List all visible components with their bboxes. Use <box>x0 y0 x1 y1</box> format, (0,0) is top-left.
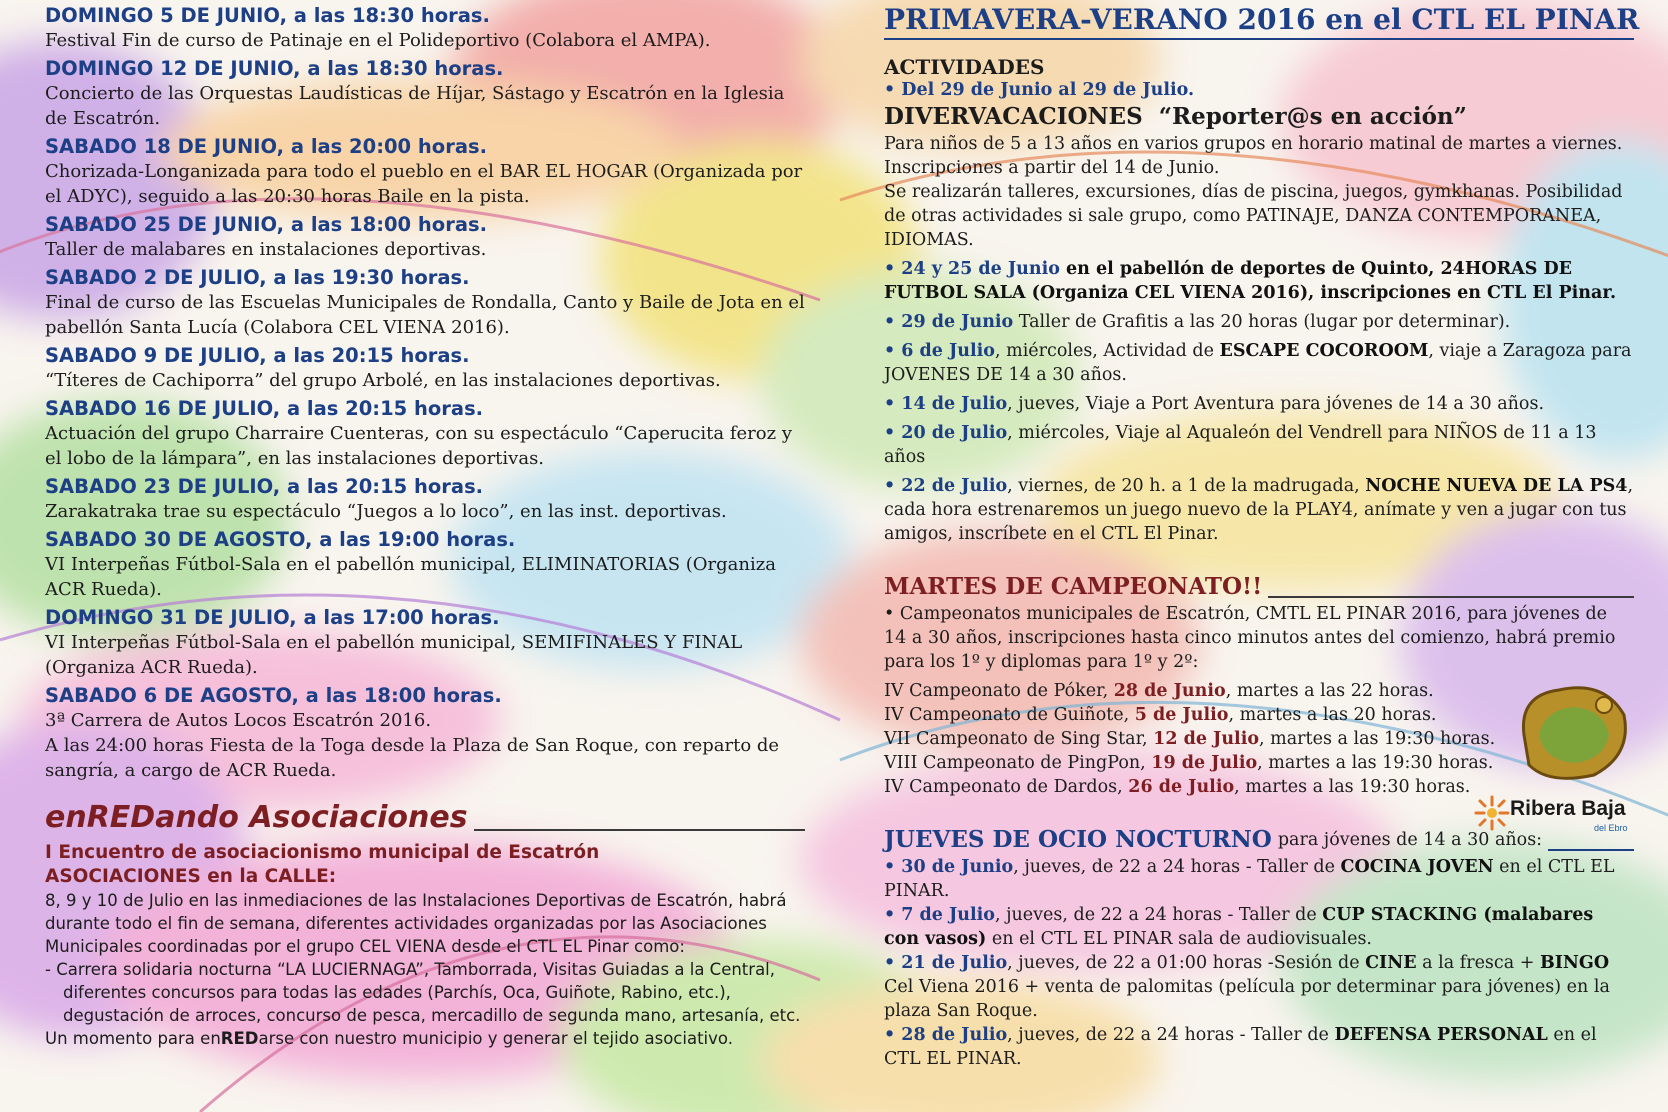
activity-item <box>884 474 1634 546</box>
jueves-date: • 28 de Julio <box>884 1025 1008 1045</box>
event-desc: Final de curso de las Escuelas Municipales de Rondalla, Canto y Baile de Jota en el pabellón Santa Lucía (Colabora CEL VIENA 2016). <box>45 292 805 338</box>
divervacaciones-p2: Se realizarán talleres, excursiones, días de piscina, juegos, gymkhanas. Posibilidad de otras actividades si sale grupo, como PATINAJE, DANZA CONTEMPORANEA, IDIOMAS. <box>884 182 1623 250</box>
jueves-text: , jueves, de 22 a 24 horas - Taller de <box>1013 857 1341 877</box>
jueves-item <box>884 903 1634 951</box>
jueves-text: , jueves, de 22 a 01:00 horas -Sesión de <box>1007 953 1366 973</box>
event-desc: 3ª Carrera de Autos Locos Escatrón 2016. <box>45 710 432 731</box>
event-desc: Zarakatraka trae su espectáculo “Juegos a lo loco”, en las inst. deportivas. <box>45 501 727 522</box>
jueves-suffix: para jóvenes de 14 a 30 años: <box>1277 830 1543 850</box>
page-title: PRIMAVERA-VERANO 2016 en el CTL EL PINAR <box>884 0 1634 40</box>
event-date: SABADO 9 DE JULIO, a las 20:15 horas. <box>45 344 470 367</box>
jueves-date: • 7 de Julio <box>884 905 995 925</box>
enredando-body: 8, 9 y 10 de Julio en las inmediaciones de las Instalaciones Deportivas de Escatrón, habrá durante todo el fin de semana, diferentes actividades organizadas por las Asociaciones Municipales coordinadas por el grupo CEL VIENA desde el CTL EL Pinar como: <box>45 891 787 956</box>
event-extra-desc: A las 24:00 horas Fiesta de la Toga desde la Plaza de San Roque, con reparto de sangría, a cargo de ACR Rueda. <box>45 735 780 781</box>
activity-text-2: , cada hora estrenaremos un juego nuevo de la PLAY4, anímate y ven a jugar con tus amigos, inscríbete en el CTL El Pinar. <box>884 476 1634 544</box>
activity-date: • 29 de Junio <box>884 312 1014 332</box>
enredando-title-text: enREDando Asociaciones <box>45 800 468 835</box>
activity-text-2: , viaje a Zaragoza para JOVENES DE 14 a 30 años. <box>884 341 1632 385</box>
activity-text: Taller de Grafitis a las 20 horas (lugar por determinar). <box>1013 312 1511 332</box>
campeonato-name: VII Campeonato de Sing Star, <box>884 729 1154 749</box>
campeonato-time: , martes a las 19:30 horas. <box>1257 753 1494 773</box>
enredando-subtitle2: ASOCIACIONES en la CALLE: <box>45 866 337 887</box>
event-desc: Concierto de las Orquestas Laudísticas de Híjar, Sástago y Escatrón en la Iglesia de Escatrón. <box>45 83 785 129</box>
activity-date: • 14 de Julio <box>884 394 1008 414</box>
left-column <box>45 0 805 1050</box>
event-date: SABADO 30 DE AGOSTO, a las 19:00 horas. <box>45 528 516 551</box>
actividades-label: ACTIVIDADES <box>884 55 1045 79</box>
event-desc: Festival Fin de curso de Patinaje en el Polideportivo (Colabora el AMPA). <box>45 30 711 51</box>
event-date: SABADO 16 DE JULIO, a las 20:15 horas. <box>45 397 484 420</box>
events-list <box>45 0 805 733</box>
campeonato-time: , martes a las 20 horas. <box>1228 705 1437 725</box>
activity-text: , viernes, de 20 h. a 1 de la madrugada, <box>1007 476 1366 496</box>
jueves-text-2: en el CTL EL PINAR. <box>884 1025 1597 1069</box>
campeonato-name: IV Campeonato de Póker, <box>884 681 1114 701</box>
jueves-keyword-2: BINGO <box>1539 953 1610 973</box>
event-date: SABADO 18 DE JUNIO, a las 20:00 horas. <box>45 135 487 158</box>
activity-keyword: ESCAPE COCOROOM <box>1219 341 1429 361</box>
divervacaciones-heading <box>884 102 1634 132</box>
divervacaciones-p1: Para niños de 5 a 13 años en varios grupos en horario matinal de martes a viernes. Inscripciones a partir del 14 de Junio. <box>884 134 1623 178</box>
event-desc: VI Interpeñas Fútbol-Sala en el pabellón municipal, SEMIFINALES Y FINAL (Organiza ACR Rueda). <box>45 632 743 678</box>
campeonato-name: VIII Campeonato de PingPon, <box>884 753 1152 773</box>
event-date: SABADO 23 DE JULIO, a las 20:15 horas. <box>45 475 484 498</box>
activity-item <box>884 421 1634 469</box>
campeonato-date: 26 de Julio <box>1128 777 1235 797</box>
activity-text: en el pabellón de deportes de Quinto, 24HORAS DE FUTBOL SALA (Organiza CEL VIENA 2016), inscripciones en CTL El Pinar. <box>884 259 1617 303</box>
logos <box>1474 675 1644 845</box>
martes-title: MARTES DE CAMPEONATO!! <box>884 573 1263 600</box>
jueves-text: , jueves, de 22 a 24 horas - Taller de <box>1007 1025 1335 1045</box>
activity-date: • 24 y 25 de Junio <box>884 259 1060 279</box>
campeonato-date: 19 de Julio <box>1151 753 1258 773</box>
ribera-baja-logo: Ribera Baja <box>1510 797 1626 820</box>
jueves-list <box>884 855 1634 1071</box>
event-date: SABADO 25 DE JUNIO, a las 18:00 horas. <box>45 213 487 236</box>
jueves-item <box>884 855 1634 903</box>
jueves-text-2: a la fresca + <box>1416 953 1540 973</box>
activity-item <box>884 257 1634 305</box>
closing-pre: Un momento para en <box>45 1029 221 1048</box>
campeonato-time: , martes a las 19:30 horas. <box>1234 777 1471 797</box>
campeonato-time: , martes a las 19:30 horas. <box>1259 729 1496 749</box>
event-date: SABADO 6 DE AGOSTO, a las 18:00 horas. <box>45 684 502 707</box>
jueves-rule <box>1548 849 1634 851</box>
activity-date: • 6 de Julio <box>884 341 995 361</box>
jueves-keyword: CUP STACKING (malabares con vasos) <box>884 905 1594 949</box>
martes-rule <box>1268 596 1634 598</box>
activity-text: , miércoles, Viaje al Aqualeón del Vendrell para NIÑOS de 11 a 13 años <box>884 423 1597 467</box>
jueves-text-2: en el CTL EL PINAR sala de audiovisuales. <box>986 929 1372 949</box>
activity-item <box>884 392 1634 416</box>
sun-logo-icon <box>1474 795 1510 831</box>
campeonato-date: 28 de Junio <box>1113 681 1226 701</box>
jueves-date: • 30 de Junio <box>884 857 1014 877</box>
martes-intro: • Campeonatos municipales de Escatrón, CMTL EL PINAR 2016, para jóvenes de 14 a 30 años, inscripciones hasta cinco minutos antes del comienzo, habrá premio para los 1º y diplomas para 1º y 2º: <box>884 604 1616 672</box>
jueves-text-2: en el CTL EL PINAR. <box>884 857 1615 901</box>
jueves-item <box>884 1023 1634 1071</box>
campeonato-name: IV Campeonato de Dardos, <box>884 777 1129 797</box>
campeonato-name: IV Campeonato de Guiñote, <box>884 705 1135 725</box>
activity-text: , jueves, Viaje a Port Aventura para jóvenes de 14 a 30 años. <box>1007 394 1545 414</box>
activity-item <box>884 339 1634 387</box>
campeonato-date: 12 de Julio <box>1153 729 1260 749</box>
activity-text: , miércoles, Actividad de <box>994 341 1220 361</box>
divervacaciones-label: DIVERVACACIONES <box>884 103 1143 130</box>
activities-list <box>884 257 1634 546</box>
activity-date: • 22 de Julio <box>884 476 1008 496</box>
jueves-date: • 21 de Julio <box>884 953 1008 973</box>
activity-date: • 20 de Julio <box>884 423 1008 443</box>
event-date: SABADO 2 DE JULIO, a las 19:30 horas. <box>45 266 470 289</box>
pinar-logo-icon <box>1514 675 1634 785</box>
ribera-baja-sub: del Ebro <box>1594 823 1628 833</box>
activity-keyword: NOCHE NUEVA DE LA PS4 <box>1365 476 1628 496</box>
jueves-keyword: DEFENSA PERSONAL <box>1334 1025 1548 1045</box>
event-date: DOMINGO 5 DE JUNIO, a las 18:30 horas. <box>45 4 490 27</box>
jueves-text: , jueves, de 22 a 24 horas - Taller de <box>994 905 1323 925</box>
jueves-text-3: Cel Viena 2016 + venta de palomitas (película por determinar para jóvenes) en la plaza San Roque. <box>884 977 1610 1021</box>
closing-red: RED <box>220 1029 259 1048</box>
enredando-subtitle: I Encuentro de asociacionismo municipal de Escatrón <box>45 842 600 863</box>
enredando-list: - Carrera solidaria nocturna “LA LUCIERNAGA”, Tamborrada, Visitas Guiadas a la Central, diferentes concursos para todas las edades (Parchís, Oca, Guiñote, Rabino, etc.), degustación de arroces, concurso de pesca, mercadillo de segunda mano, artesanía, etc. <box>45 960 801 1025</box>
jueves-keyword: CINE <box>1365 953 1417 973</box>
reporteros-label: “Reporter@s en acción” <box>1158 103 1467 130</box>
closing-post: arse con nuestro municipio y generar el tejido asociativo. <box>258 1029 733 1048</box>
event-date: DOMINGO 31 DE JULIO, a las 17:00 horas. <box>45 606 500 629</box>
enredando-closing <box>45 1027 805 1050</box>
right-column <box>884 0 1640 1071</box>
event-desc: VI Interpeñas Fútbol-Sala en el pabellón municipal, ELIMINATORIAS (Organiza ACR Rueda). <box>45 554 776 600</box>
event-desc: Taller de malabares en instalaciones deportivas. <box>45 239 487 260</box>
enredando-title <box>45 801 805 835</box>
jueves-item <box>884 951 1634 1023</box>
date-range: • Del 29 de Junio al 29 de Julio. <box>884 80 1195 100</box>
enredando-rule <box>474 829 805 831</box>
event-desc: Chorizada-Longanizada para todo el pueblo en el BAR EL HOGAR (Organizada por el ADYC), seguido a las 20:30 horas Baile en la pista. <box>45 161 803 207</box>
event-date: DOMINGO 12 DE JUNIO, a las 18:30 horas. <box>45 57 504 80</box>
jueves-title: JUEVES DE OCIO NOCTURNO <box>884 826 1272 853</box>
activity-item <box>884 310 1634 334</box>
event-desc: “Títeres de Cachiporra” del grupo Arbolé, en las instalaciones deportivas. <box>45 370 721 391</box>
campeonato-time: , martes a las 22 horas. <box>1225 681 1434 701</box>
jueves-keyword: COCINA JOVEN <box>1340 857 1494 877</box>
martes-heading <box>884 572 1634 602</box>
campeonato-date: 5 de Julio <box>1134 705 1229 725</box>
event-desc: Actuación del grupo Charraire Cuenteras, con su espectáculo “Caperucita feroz y el lobo de la lámpara”, en las instalaciones deportivas. <box>45 423 792 469</box>
